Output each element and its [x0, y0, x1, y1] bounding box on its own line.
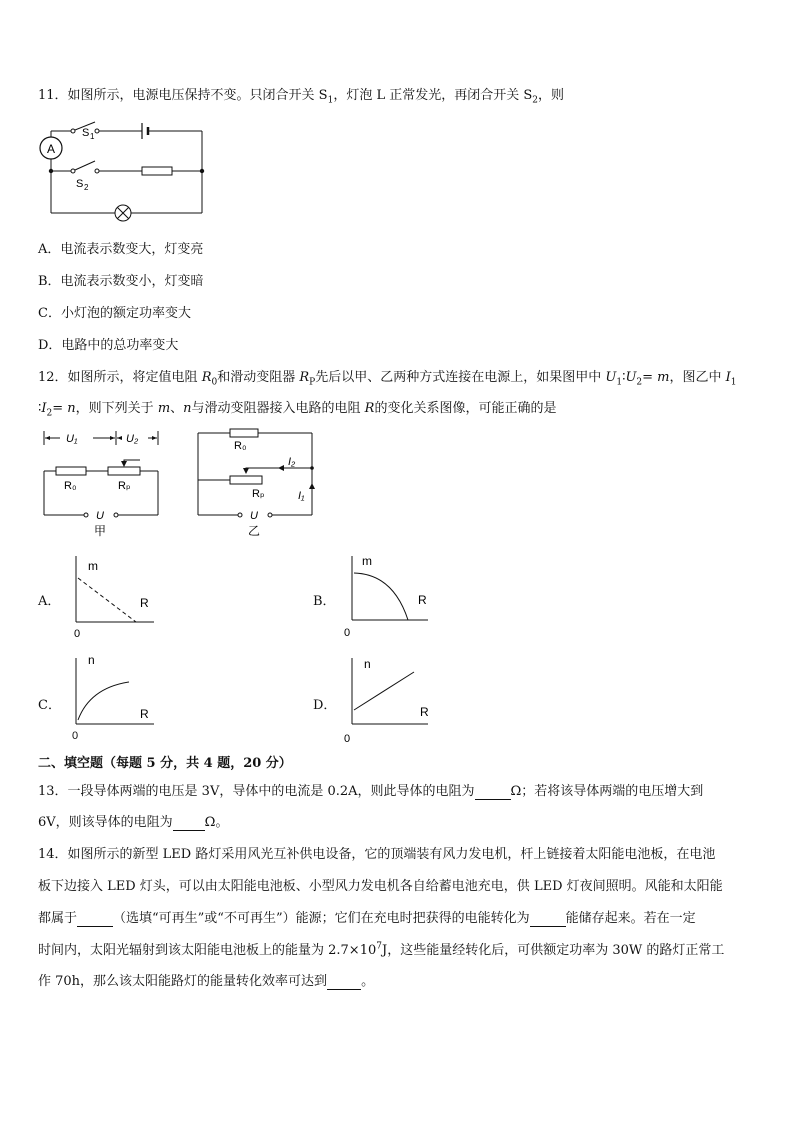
svg-text:Rₚ: Rₚ [118, 480, 131, 492]
q14-line2: 板下边接入 LED 灯头，可以由太阳能电池板、小型风力发电机各自给蓄电池充电，供 LED 灯夜间照明。风能和太阳能 [38, 879, 723, 894]
svg-text:n: n [364, 657, 371, 671]
svg-text:R: R [418, 593, 427, 607]
svg-text:U₁: U₁ [66, 433, 78, 445]
q11-option-c[interactable]: C．小灯泡的额定功率变大 [38, 306, 191, 321]
svg-text:m: m [88, 559, 98, 573]
svg-text:I₂: I₂ [288, 456, 296, 468]
q13-line1: 13．一段导体两端的电压是 3V，导体中的电流是 0.2A，则此导体的电阻为 Ω；若将该导体两端的电压增大到 [38, 784, 704, 799]
q12-stem-line1: 12．如图所示，将定值电阻 $R_0$和滑动变阻器 $R_P$先后以甲、乙两种方式连接在电源上，如果图甲中 $U_1∶U_2= m$，图乙中 $I_1$ [38, 370, 737, 388]
svg-text:R₀: R₀ [234, 440, 247, 452]
q14-line3: 都属于 （选填“可再生”或“不可再生”）能源；它们在充电时把获得的电能转化为 能储存起来。若在一定 [38, 911, 696, 926]
q12-graph-c[interactable] [66, 652, 166, 744]
q12-figure-jia [38, 425, 168, 540]
q12-option-b-label[interactable]: B． [313, 594, 336, 609]
q11-option-a[interactable]: A．电流表示数变大，灯变亮 [38, 242, 204, 257]
q11-option-d[interactable]: D．电路中的总功率变大 [38, 338, 179, 353]
svg-text:A: A [47, 142, 56, 156]
q14-blank-3[interactable] [327, 974, 361, 990]
svg-text:0: 0 [344, 733, 351, 745]
q11-stem: 11．如图所示，电源电压保持不变。只闭合开关 $S_1$，灯泡 L 正常发光，再闭合开关 $S_2$，则 [38, 88, 565, 106]
q12-figure-yi [190, 425, 320, 540]
q14-line1: 14．如图所示的新型 LED 路灯采用风光互补供电设备，它的顶端装有风力发电机，杆上链接着太阳能电池板，在电池 [38, 847, 716, 862]
q12-graph-b[interactable] [338, 552, 438, 640]
q12-option-a-label[interactable]: A． [38, 594, 61, 609]
section-2-title: 二、填空题（每题 5 分，共 4 题，20 分） [38, 756, 292, 771]
lamp-icon [115, 205, 131, 221]
q12-option-c-label[interactable]: C． [38, 698, 61, 713]
svg-text:U: U [96, 510, 104, 522]
svg-text:U: U [250, 510, 258, 522]
q12-graph-d[interactable] [338, 652, 438, 748]
svg-text:R: R [420, 705, 429, 719]
svg-text:乙: 乙 [248, 524, 261, 538]
q13-blank-2[interactable] [173, 815, 205, 831]
svg-text:R: R [140, 596, 149, 610]
svg-text:R₀: R₀ [64, 480, 77, 492]
q11-circuit-figure [38, 112, 210, 222]
svg-text:Rₚ: Rₚ [252, 488, 265, 500]
q12-option-d-label[interactable]: D． [313, 698, 337, 713]
svg-text:I₁: I₁ [298, 490, 305, 502]
svg-text:R: R [140, 707, 149, 721]
q14-line5: 作 70h，那么该太阳能路灯的能量转化效率可达到 。 [38, 974, 375, 989]
q12-graph-a[interactable] [66, 552, 166, 640]
svg-text:U₂: U₂ [126, 433, 139, 445]
svg-text:S: S [76, 178, 84, 190]
q13-line2: 6V，则该导体的电阻为 Ω。 [38, 815, 229, 830]
q12-graph-c-origin: 0 [72, 730, 79, 742]
q14-line4: 时间内，太阳光辐射到该太阳能电池板上的能量为 $2.7\times 10^7J$，这些能量经转化后，可供额定功率为 30W 的路灯正常工 [38, 941, 725, 958]
svg-text:0: 0 [344, 627, 351, 639]
q12-stem-line2: $∶I_2= n$，则下列关于 m、n与滑动变阻器接入电路的电阻 R的变化关系图像，可能正确的是 [38, 401, 557, 419]
svg-text:甲: 甲 [94, 524, 107, 538]
q13-blank-1[interactable] [475, 784, 511, 800]
q14-blank-2[interactable] [530, 911, 566, 927]
svg-text:m: m [362, 554, 372, 568]
svg-text:S: S [82, 127, 90, 139]
svg-text:0: 0 [74, 628, 81, 640]
svg-text:2: 2 [84, 183, 89, 192]
svg-text:1: 1 [90, 132, 95, 141]
svg-text:n: n [88, 653, 95, 667]
q14-blank-1[interactable] [77, 911, 113, 927]
q11-option-b[interactable]: B．电流表示数变小，灯变暗 [38, 274, 204, 289]
